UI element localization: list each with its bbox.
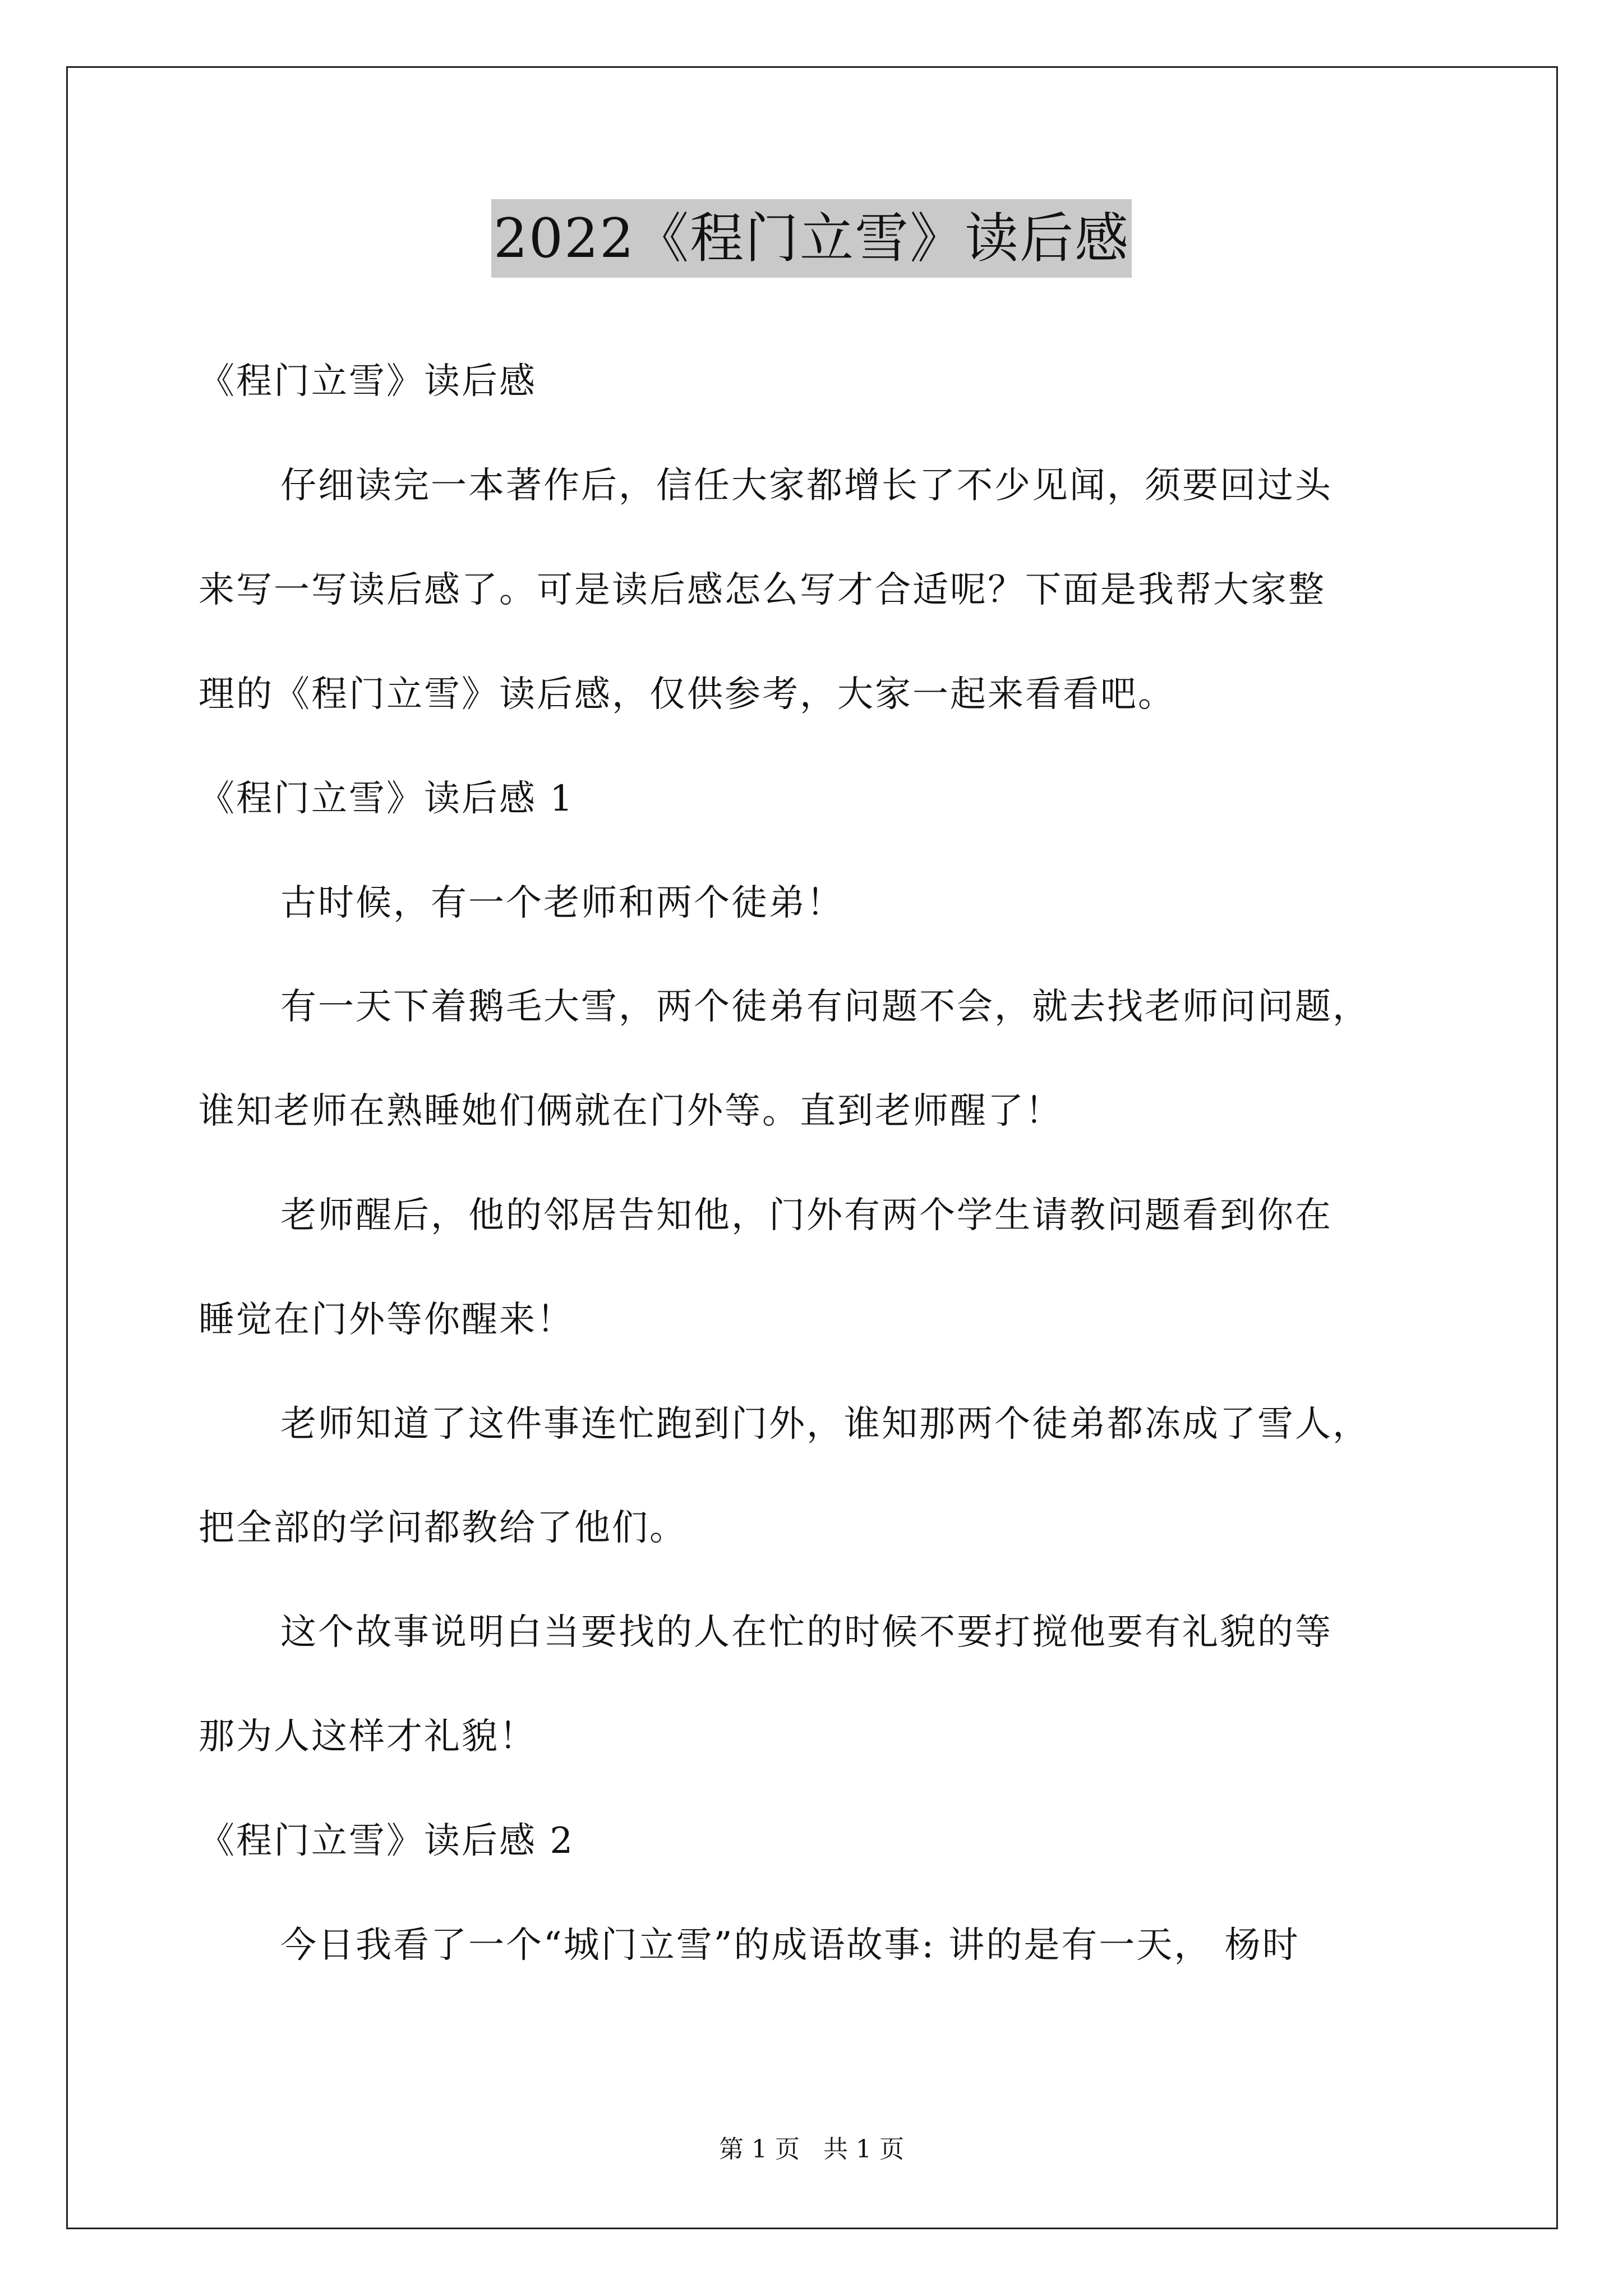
section-heading-1: 《程门立雪》读后感 1 (199, 778, 575, 820)
paragraph-line: 有一天下着鹅毛大雪，两个徒弟有问题不会，就去找老师问问题， (280, 986, 1370, 1028)
title-container (0, 199, 1623, 278)
section-heading-2: 《程门立雪》读后感 2 (199, 1820, 575, 1862)
paragraph-line: 睡觉在门外等你醒来！ (199, 1299, 574, 1341)
paragraph-line: 来写一写读后感了。可是读后感怎么写才合适呢？下面是我帮大家整 (199, 569, 1326, 611)
paragraph-line: 古时候，有一个老师和两个徒弟！ (280, 882, 844, 924)
paragraph-line: 仔细读完一本著作后，信任大家都增长了不少见闻，须要回过头 (280, 465, 1332, 507)
paragraph-line: 理的《程门立雪》读后感，仅供参考，大家一起来看看吧。 (199, 674, 1175, 715)
document-title: 2022《程门立雪》读后感 (491, 199, 1132, 278)
paragraph-line: 这个故事说明白当要找的人在忙的时候不要打搅他要有礼貌的等 (280, 1612, 1332, 1653)
paragraph-line: 老师醒后，他的邻居告知他，门外有两个学生请教问题看到你在 (280, 1195, 1332, 1236)
subtitle-heading: 《程门立雪》读后感 (199, 361, 537, 402)
paragraph-line: 谁知老师在熟睡她们俩就在门外等。直到老师醒了！ (199, 1091, 1063, 1132)
paragraph-line: 今日我看了一个“城门立雪”的成语故事: 讲的是有一天， 杨时 (280, 1925, 1300, 1966)
paragraph-line: 那为人这样才礼貌！ (199, 1716, 537, 1757)
paragraph-line: 老师知道了这件事连忙跑到门外，谁知那两个徒弟都冻成了雪人， (280, 1404, 1370, 1445)
page-footer: 第 1 页 共 1 页 (719, 2135, 904, 2164)
paragraph-line: 把全部的学问都教给了他们。 (199, 1507, 687, 1549)
